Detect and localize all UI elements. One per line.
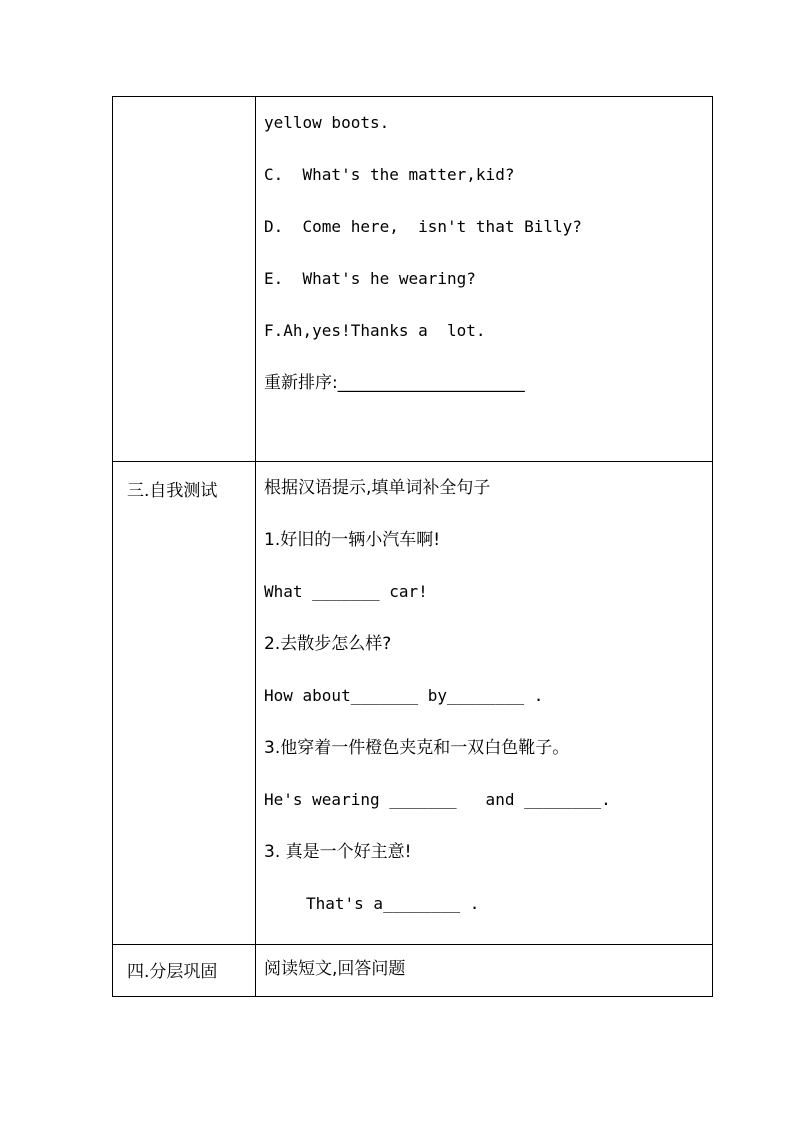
question-prompt: 2.去散步怎么样? — [264, 634, 392, 654]
fill-blank-line: He's wearing _______ and ________. — [264, 790, 611, 809]
section-label-cell — [113, 97, 256, 462]
section-label: 三.自我测试 — [127, 481, 218, 501]
content-line: F.Ah,yes!Thanks a lot. — [264, 321, 486, 340]
content-line: C. What's the matter,kid? — [264, 165, 515, 184]
section-label: 四.分层巩固 — [127, 962, 218, 982]
table-row — [113, 97, 713, 462]
section-content-cell — [256, 945, 713, 997]
section-label-cell — [113, 462, 256, 945]
section-label — [113, 97, 255, 111]
instruction-line: 根据汉语提示,填单词补全句子 — [264, 478, 491, 498]
worksheet-table — [112, 96, 713, 997]
content-line: yellow boots. — [264, 113, 390, 132]
question-prompt: 3.他穿着一件橙色夹克和一双白色靴子。 — [264, 738, 570, 758]
content-line: E. What's he wearing? — [264, 269, 476, 288]
section-content-cell — [256, 97, 713, 462]
instruction-line: 阅读短文,回答问题 — [264, 959, 406, 979]
question-prompt: 3. 真是一个好主意! — [264, 842, 412, 862]
section-label-cell — [113, 945, 256, 997]
fill-blank-line: What _______ car! — [264, 582, 428, 601]
fill-blank-line: How about_______ by________ . — [264, 686, 544, 705]
section-content-cell — [256, 462, 713, 945]
reorder-answer-line: 重新排序:______________________ — [264, 373, 525, 393]
table-row — [113, 462, 713, 945]
fill-blank-line: That's a________ . — [306, 894, 480, 913]
table-row — [113, 945, 713, 997]
content-line: D. Come here, isn't that Billy? — [264, 217, 582, 236]
question-prompt: 1.好旧的一辆小汽车啊! — [264, 530, 441, 550]
